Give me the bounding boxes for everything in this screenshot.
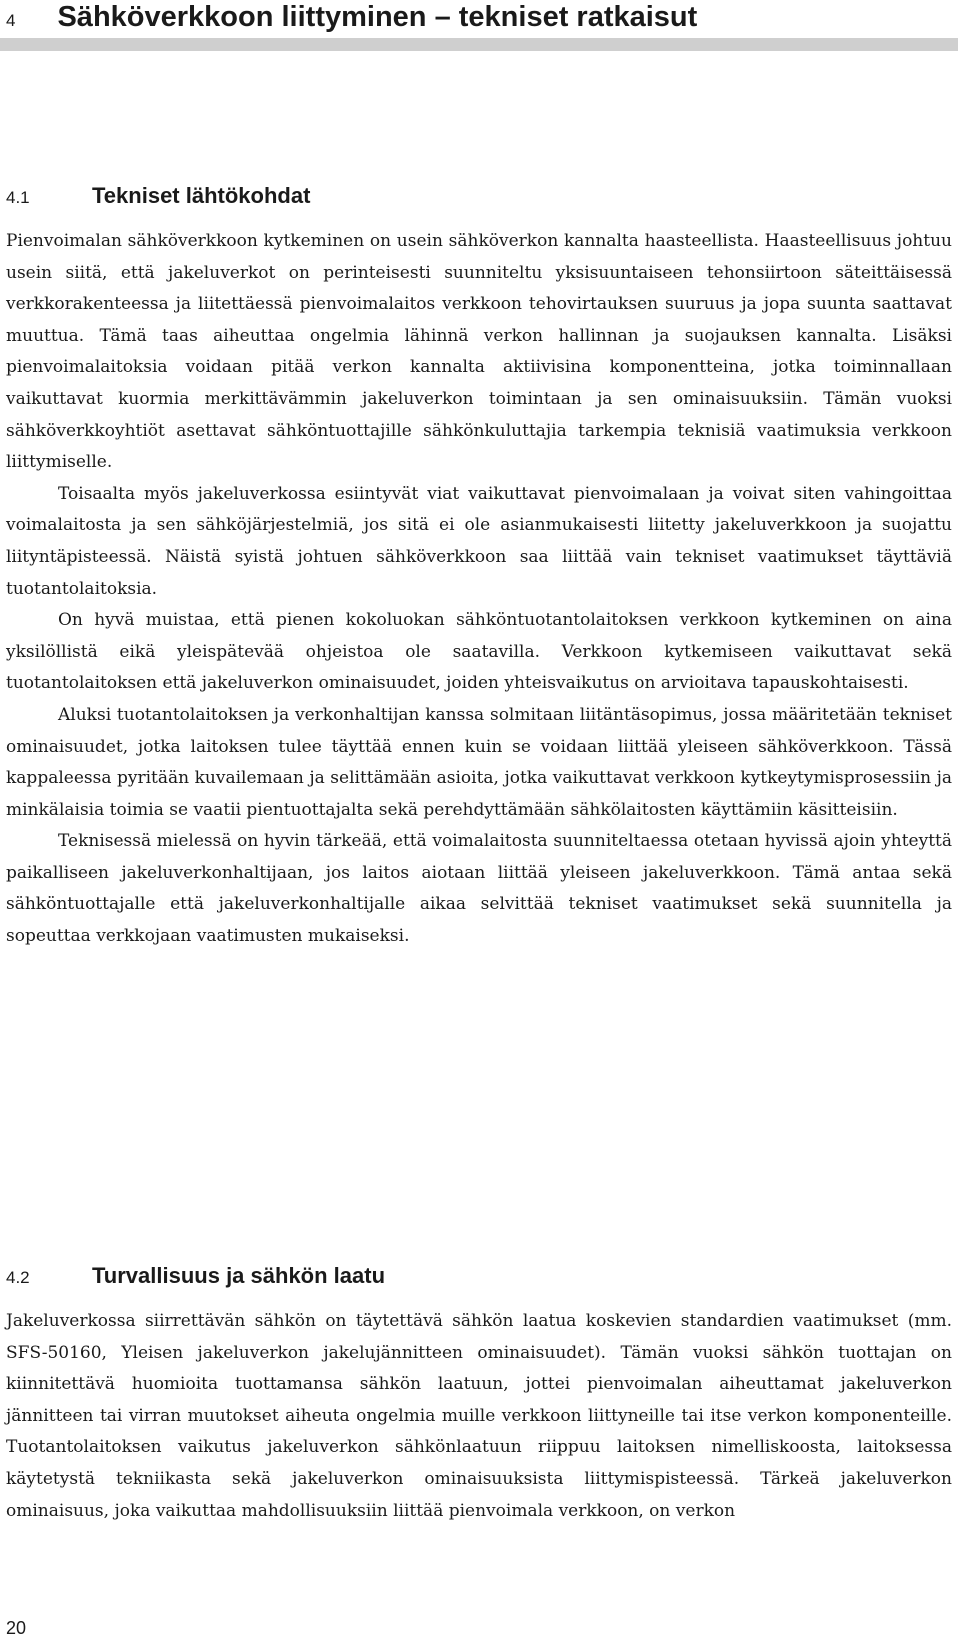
paragraph: Pienvoimalan sähköverkkoon kytkeminen on usein sähköverkon kannalta haasteellista. Haasteellisuus johtuu usein siitä, että jakeluverkot on perinteisesti suunniteltu yksisuuntaiseen tehonsiirtoon säteittäisessä verkkorakenteessa ja liitettäessä pienvoimalaitos verkkoon tehovirtauksen suuruus ja jopa suunta saattavat muuttua. Tämä taas aiheuttaa ongelmia lähinnä verkon hallinnan ja suojauksen kannalta. Lisäksi pienvoimalaitoksia voidaan pitää verkon kannalta aktiivisina komponentteina, jotka toiminnallaan vaikuttavat kuormia merkittävämmin jakeluverkon toimintaan ja sen ominaisuuksiin. Tämän vuoksi sähköverkkoyhtiöt asettavat sähköntuottajille sähkönkuluttajia tarkempia teknisiä vaatimuksia verkkoon liittymiselle. <box>6 231 952 473</box>
chapter-divider-bar <box>0 38 958 51</box>
paragraph: Teknisessä mielessä on hyvin tärkeää, että voimalaitosta suunniteltaessa otetaan hyvissä ajoin yhteyttä paikalliseen jakeluverkonhaltijaan, jos laitos aiotaan liittää yleiseen jakeluverkkoon. Tämä antaa sekä sähköntuottajalle että jakeluverkonhaltijalle aikaa selvittää tekniset vaatimukset sekä suunnitella ja sopeuttaa verkkojaan vaatimusten mukaiseksi. <box>6 831 952 947</box>
section-number: 4.2 <box>6 1268 30 1287</box>
paragraph: Jakeluverkossa siirrettävän sähkön on täytettävä sähkön laatua koskevien standardien vaatimukset (mm. SFS-50160, Yleisen jakeluverkon jakelujännitteen ominaisuudet). Tämän vuoksi sähkön tuottajan on kiinnitettävä huomioita tuottamansa sähkön laatuun, jottei pienvoimalan aiheuttamat jakeluverkon jännitteen tai virran muutokset aiheuta ongelmia muille verkkoon liittyneille tai itse verkon komponenteille. Tuotantolaitoksen vaikutus jakeluverkon sähkönlaatuun riippuu laitoksen nimelliskoosta, laitoksessa käytetystä tekniikasta sekä jakeluverkon ominaisuuksista liittymispisteessä. Tärkeä jakeluverkon ominaisuus, joka vaikuttaa mahdollisuuksiin liittää pienvoimala verkkoon, on verkon <box>6 1311 952 1521</box>
chapter-title-text: Sähköverkkoon liittyminen – tekniset ratkaisut <box>57 1 698 33</box>
paragraph: Aluksi tuotantolaitoksen ja verkonhaltijan kanssa solmitaan liitäntäsopimus, jossa määritetään tekniset ominaisuudet, jotka laitoksen tulee täyttää ennen kuin se voidaan liittää yleiseen sähköverkkoon. Tässä kappaleessa pyritään kuvailemaan ja selittämään asioita, jotka vaikuttavat verkkoon kytkeytymisprosessiin ja minkälaisia toimia se vaatii pientuottajalta sekä perehdyttämään sähkölaitosten käyttämiin käsitteisiin. <box>6 704 952 820</box>
section-title: Turvallisuus ja sähkön laatu <box>92 1263 386 1288</box>
section-title: Tekniset lähtökohdat <box>92 183 311 208</box>
page-number: 20 <box>6 1618 27 1638</box>
section-number: 4.1 <box>6 188 30 207</box>
paragraph: Toisaalta myös jakeluverkossa esiintyvät viat vaikuttavat pienvoimalaan ja voivat siten vahingoittaa voimalaitosta ja sen sähköjärjestelmiä, jos sitä ei ole asianmukaisesti liitetty jakeluverkkoon ja suojattu liityntäpisteessä. Näistä syistä johtuen sähköverkkoon saa liittää vain tekniset vaatimukset täyttäviä tuotantolaitoksia. <box>6 483 952 599</box>
chapter-title <box>6 0 697 38</box>
section-4-2-body <box>6 1306 952 1527</box>
section-4-1-body <box>6 226 952 953</box>
section-heading-4-2 <box>6 1262 385 1292</box>
paragraph: On hyvä muistaa, että pienen kokoluokan sähköntuotantolaitoksen verkkoon kytkeminen on aina yksilöllistä eikä yleispätevää ohjeistoa ole saatavilla. Verkkoon kytkemiseen vaikuttavat sekä tuotantolaitoksen että jakeluverkon ominaisuudet, joiden yhteisvaikutus on arvioitava tapauskohtaisesti. <box>6 610 952 694</box>
section-heading-4-1 <box>6 182 310 212</box>
chapter-number: 4 <box>6 11 16 30</box>
